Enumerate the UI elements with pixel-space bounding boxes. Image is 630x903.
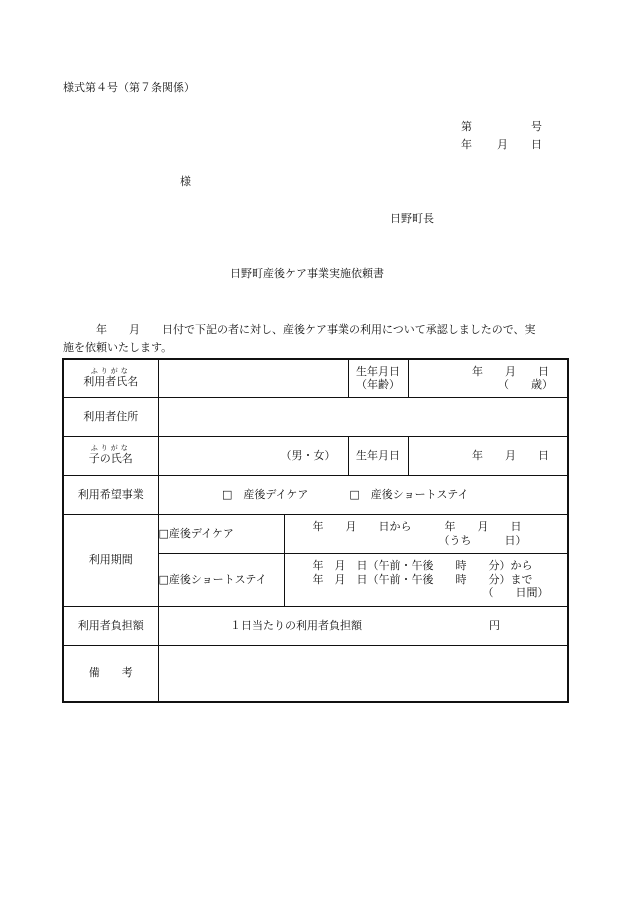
user-dob-field[interactable] bbox=[408, 359, 568, 397]
request-form-table bbox=[62, 358, 569, 703]
user-name-field[interactable] bbox=[158, 359, 348, 397]
period-shortstay-line1: 年 月 日（午前・午後 時 分）から bbox=[312, 558, 533, 572]
child-sex-option: （男・女） bbox=[280, 448, 336, 462]
child-name-label: 子の氏名 bbox=[88, 452, 133, 466]
period-daycare-label: □産後デイケア bbox=[158, 514, 284, 553]
form-number: 様式第４号（第７条関係） bbox=[63, 81, 195, 94]
burden-text: １日当たりの利用者負担額 bbox=[230, 618, 362, 632]
date-day: 日 bbox=[531, 138, 542, 151]
period-shortstay-line3: （ 日間） bbox=[482, 586, 549, 600]
page-title: 日野町産後ケア事業実施依頼書 bbox=[230, 267, 384, 280]
user-address-field[interactable] bbox=[158, 397, 568, 436]
user-dob-label-cell bbox=[348, 359, 408, 397]
period-shortstay-line2: 年 月 日（午前・午後 時 分）まで bbox=[312, 572, 533, 586]
burden-unit: 円 bbox=[489, 618, 500, 632]
remarks-field[interactable] bbox=[158, 645, 568, 702]
burden-label: 利用者負担額 bbox=[63, 606, 158, 645]
period-daycare-line1: 年 月 日から 年 月 日 bbox=[312, 519, 522, 533]
desired-service-label: 利用希望事業 bbox=[63, 475, 158, 514]
child-name-field[interactable] bbox=[158, 436, 348, 475]
period-daycare-field[interactable] bbox=[284, 514, 568, 553]
user-name-label: 利用者氏名 bbox=[83, 375, 139, 389]
date-month: 月 bbox=[497, 138, 508, 151]
period-shortstay-field[interactable] bbox=[284, 553, 568, 606]
row-child-name bbox=[63, 436, 568, 475]
row-burden bbox=[63, 606, 568, 645]
furigana-label: ふりがな bbox=[90, 366, 131, 375]
date-year: 年 bbox=[461, 138, 472, 151]
furigana-label: ふりがな bbox=[90, 443, 131, 452]
user-age-label: （年齢） bbox=[356, 378, 400, 392]
user-dob-value: 年 月 日 bbox=[472, 364, 549, 378]
period-daycare-line2: （うち 日） bbox=[438, 533, 527, 547]
row-user-name bbox=[63, 359, 568, 397]
period-shortstay-label: □産後ショートステイ bbox=[158, 553, 284, 606]
user-age-value: （ 歳） bbox=[498, 378, 553, 392]
child-dob-value: 年 月 日 bbox=[472, 448, 549, 462]
body-text-line1: 年 月 日付で下記の者に対し、産後ケア事業の利用について承認しましたので、実 bbox=[96, 323, 536, 336]
issuer: 日野町長 bbox=[390, 212, 434, 225]
doc-number-dai: 第 bbox=[461, 120, 472, 133]
row-period-daycare bbox=[63, 514, 568, 553]
burden-field[interactable] bbox=[158, 606, 568, 645]
option-shortstay[interactable]: □ 産後ショートステイ bbox=[349, 487, 469, 501]
body-text-line2: 施を依頼いたします。 bbox=[63, 341, 173, 354]
desired-service-options bbox=[158, 475, 568, 514]
child-name-label-cell bbox=[63, 436, 158, 475]
addressee-sama: 様 bbox=[180, 175, 191, 188]
doc-number-go: 号 bbox=[531, 120, 542, 133]
child-dob-field[interactable] bbox=[408, 436, 568, 475]
row-user-address bbox=[63, 397, 568, 436]
remarks-label: 備 考 bbox=[63, 645, 158, 702]
row-desired-service bbox=[63, 475, 568, 514]
user-name-label-cell bbox=[63, 359, 158, 397]
user-address-label: 利用者住所 bbox=[63, 397, 158, 436]
child-dob-label: 生年月日 bbox=[348, 436, 408, 475]
option-daycare[interactable]: □ 産後デイケア bbox=[222, 487, 309, 501]
row-remarks bbox=[63, 645, 568, 702]
period-label: 利用期間 bbox=[63, 514, 158, 606]
user-dob-label: 生年月日 bbox=[356, 364, 400, 378]
